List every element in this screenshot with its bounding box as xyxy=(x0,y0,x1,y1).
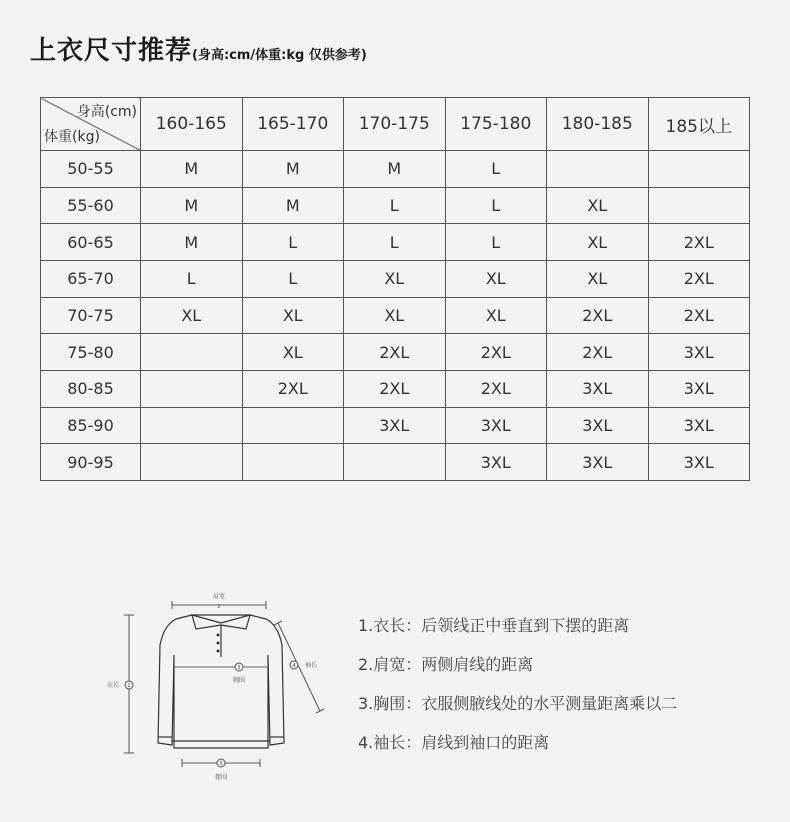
chest-number: 3 xyxy=(237,665,241,671)
size-cell: L xyxy=(242,224,344,261)
size-cell: 2XL xyxy=(648,260,750,297)
title-subtitle: (身高:cm/体重:kg 仅供参考) xyxy=(192,48,367,63)
size-cell: 3XL xyxy=(648,407,750,444)
length-label: 衣长 xyxy=(106,682,120,689)
size-cell: L xyxy=(445,187,547,224)
size-cell: 3XL xyxy=(648,444,750,481)
size-cell: 3XL xyxy=(445,407,547,444)
height-header: 165-170 xyxy=(242,98,344,151)
shirt-icon xyxy=(158,615,284,748)
size-cell xyxy=(242,407,344,444)
weight-cell: 90-95 xyxy=(41,444,141,481)
size-cell: XL xyxy=(242,297,344,334)
size-cell: 3XL xyxy=(547,407,649,444)
table-row xyxy=(41,187,750,224)
sleeve-label: 袖长 xyxy=(304,662,318,669)
legend-item: 3.胸围：衣服侧腋线处的水平测量距离乘以二 xyxy=(358,694,678,713)
legend-item: 1.衣长：后领线正中垂直到下摆的距离 xyxy=(358,616,630,635)
legend-item: 2.肩宽：两侧肩线的距离 xyxy=(358,655,534,674)
corner-height-label: 身高(cm) xyxy=(76,104,137,120)
size-cell: 3XL xyxy=(648,370,750,407)
size-cell: M xyxy=(242,151,344,188)
size-cell: 3XL xyxy=(547,370,649,407)
size-cell: M xyxy=(141,187,243,224)
size-cell: XL xyxy=(547,187,649,224)
page-title xyxy=(30,30,367,67)
size-cell: L xyxy=(141,260,243,297)
title-text: 上衣尺寸推荐 xyxy=(30,36,193,66)
size-cell: L xyxy=(242,260,344,297)
weight-cell: 85-90 xyxy=(41,407,141,444)
size-cell: 3XL xyxy=(648,334,750,371)
table-row xyxy=(41,224,750,261)
chest-label: 胸围 xyxy=(232,677,246,684)
size-cell: XL xyxy=(547,260,649,297)
sleeve-number: 4 xyxy=(292,663,296,669)
weight-cell: 50-55 xyxy=(41,151,141,188)
table-row xyxy=(41,260,750,297)
table-row xyxy=(41,407,750,444)
weight-cell: 55-60 xyxy=(41,187,141,224)
weight-cell: 65-70 xyxy=(41,260,141,297)
size-cell: 2XL xyxy=(445,334,547,371)
size-cell xyxy=(141,370,243,407)
size-cell xyxy=(242,444,344,481)
weight-cell: 80-85 xyxy=(41,370,141,407)
size-cell: XL xyxy=(242,334,344,371)
measurement-legend xyxy=(358,615,677,771)
weight-cell: 60-65 xyxy=(41,224,141,261)
size-cell: 2XL xyxy=(445,370,547,407)
weight-cell: 70-75 xyxy=(41,297,141,334)
legend-item: 4.袖长：肩线到袖口的距离 xyxy=(358,733,550,752)
size-cell xyxy=(344,444,446,481)
size-cell: 2XL xyxy=(344,370,446,407)
corner-weight-label: 体重(kg) xyxy=(44,129,100,145)
length-number: 1 xyxy=(127,683,131,689)
size-table xyxy=(40,97,750,481)
corner-cell xyxy=(41,98,141,151)
table-row xyxy=(41,334,750,371)
size-cell: 2XL xyxy=(547,297,649,334)
size-cell: M xyxy=(344,151,446,188)
size-cell: L xyxy=(344,224,446,261)
size-cell xyxy=(547,151,649,188)
garment-measurement-diagram xyxy=(100,585,330,790)
size-cell xyxy=(141,334,243,371)
height-header: 170-175 xyxy=(344,98,446,151)
table-row xyxy=(41,297,750,334)
height-header: 180-185 xyxy=(547,98,649,151)
size-cell: M xyxy=(141,151,243,188)
size-cell xyxy=(141,407,243,444)
size-cell: XL xyxy=(445,260,547,297)
size-cell: 3XL xyxy=(547,444,649,481)
size-cell: L xyxy=(445,151,547,188)
height-header: 160-165 xyxy=(141,98,243,151)
shoulder-number: 2 xyxy=(217,604,221,610)
header-row xyxy=(41,98,750,151)
size-cell: XL xyxy=(547,224,649,261)
size-cell: 2XL xyxy=(648,297,750,334)
table-row xyxy=(41,151,750,188)
size-cell: XL xyxy=(344,297,446,334)
weight-cell: 75-80 xyxy=(41,334,141,371)
size-cell xyxy=(648,187,750,224)
size-cell: 2XL xyxy=(547,334,649,371)
size-cell: XL xyxy=(344,260,446,297)
hem-label: 摆围 xyxy=(214,774,228,781)
size-cell: M xyxy=(141,224,243,261)
size-cell: XL xyxy=(141,297,243,334)
size-cell: M xyxy=(242,187,344,224)
shoulder-label: 肩宽 xyxy=(212,593,226,600)
size-cell: 2XL xyxy=(242,370,344,407)
size-cell: 3XL xyxy=(344,407,446,444)
height-header: 185以上 xyxy=(648,98,750,151)
height-header: 175-180 xyxy=(445,98,547,151)
size-cell: 3XL xyxy=(445,444,547,481)
size-cell: L xyxy=(445,224,547,261)
size-cell xyxy=(141,444,243,481)
size-cell: L xyxy=(344,187,446,224)
size-cell: XL xyxy=(445,297,547,334)
table-row xyxy=(41,370,750,407)
size-cell xyxy=(648,151,750,188)
hem-number: 3 xyxy=(219,761,223,767)
size-cell: 2XL xyxy=(648,224,750,261)
table-row xyxy=(41,444,750,481)
size-cell: 2XL xyxy=(344,334,446,371)
